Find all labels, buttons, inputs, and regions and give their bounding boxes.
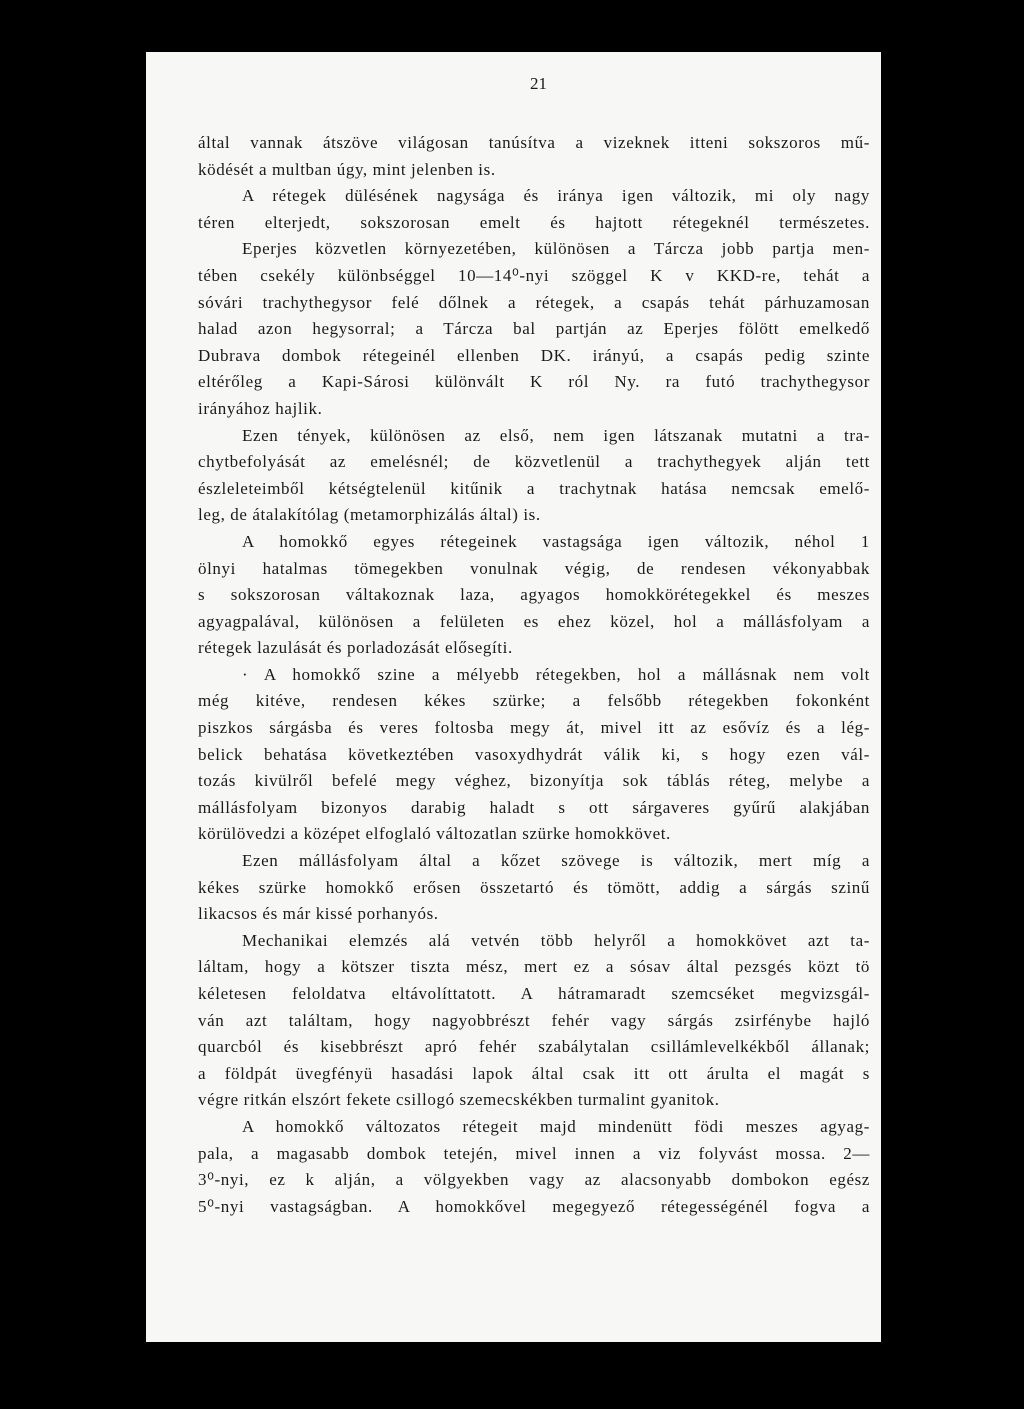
text-line: piszkos sárgásba és veres foltosba megy át, mivel itt az esővíz és a lég- [198,718,870,738]
text-line: agyagpalával, különösen a felületen es ehez közel, hol a mállásfolyam a [198,611,870,631]
text-line: chytbefolyását az emelésnél; de közvetlenül a trachythegyek alján tett [198,452,870,472]
text-line: körülövedzi a középet elfoglaló változatlan szürke homokkövet. [198,824,671,844]
text-line: Eperjes közvetlen környezetében, különösen a Tárcza jobb partja men- [242,239,870,259]
text-line: láltam, hogy a kötszer tiszta mész, mert ez a sósav által pezsgés közt tö [198,957,870,977]
body-text [198,130,870,1220]
text-line: észleleteimből kétségtelenül kitűnik a trachytnak hatása nemcsak emelő- [198,478,870,498]
text-line: Ezen tények, különösen az első, nem igen látszanak mutatni a tra- [242,425,870,445]
text-line: halad azon hegysorral; a Tárcza bal partján az Eperjes fölött emelkedő [198,319,870,339]
text-line: kéletesen feloldatva eltávolíttatott. A hátramaradt szemcséket megvizsgál- [198,984,870,1003]
text-line: A homokkő egyes rétegeinek vastagsága igen változik, néhol 1 [242,531,870,551]
text-line: ködését a multban úgy, mint jelenben is. [198,159,496,179]
text-line: belick behatása következtében vasoxydhydrát válik ki, s hogy ezen vál- [198,744,870,764]
text-line: kékes szürke homokkő erősen összetartó és tömött, addig a sárgás szinű [198,877,870,897]
text-line: által vannak átszöve világosan tanúsítva a vizeknek itteni sokszoros mű- [198,133,870,152]
text-line: 3⁰-nyi, ez k alján, a völgyekben vagy az alacsonyabb dombokon egész [198,1170,870,1190]
text-line: leg, de átalakítólag (metamorphizálás által) is. [198,505,541,525]
text-line: eltérőleg a Kapi-Sárosi különvált K ról Ny. ra futó trachythegysor [198,372,870,392]
text-line: likacsos és már kissé porhanyós. [198,904,439,924]
text-line: téren elterjedt, sokszorosan emelt és hajtott rétegeknél természetes. [198,212,870,232]
text-line: ölnyi hatalmas tömegekben vonulnak végig, de rendesen vékonyabbak [198,558,870,578]
text-line: tében csekély különbséggel 10—14⁰-nyi szöggel K v KKD-re, tehát a [198,265,870,285]
text-line: Ezen mállásfolyam által a kőzet szövege is változik, mert míg a [242,851,870,871]
text-line: tozás kivülről befelé megy véghez, bizonyítja sok táblás réteg, melybe a [198,771,870,791]
text-line: Dubrava dombok rétegeinél ellenben DK. irányú, a csapás pedig szinte [198,345,870,365]
text-line: Mechanikai elemzés alá vetvén több helyről a homokkövet azt ta- [242,930,870,950]
page-number: 21 [530,74,547,93]
text-line: mállásfolyam bizonyos darabig haladt s ott sárgaveres gyűrű alakjában [198,797,870,817]
text-line: s sokszorosan váltakoznak laza, agyagos homokkörétegekkel és meszes [198,585,870,605]
text-line: pala, a magasabb dombok tetején, mivel innen a viz folyvást mossa. 2— [198,1143,870,1163]
text-line: irányához hajlik. [198,398,323,418]
document-page [146,52,881,1342]
text-line: sóvári trachythegysor felé dőlnek a rétegek, a csapás tehát párhuzamosan [198,292,870,312]
text-line: A rétegek dülésének nagysága és iránya igen változik, mi oly nagy [242,186,870,206]
text-line: még kitéve, rendesen kékes szürke; a felsőbb rétegekben fokonként [198,691,870,711]
text-line: quarcból és kisebbrészt apró fehér szabálytalan csillámlevelkékből állanak; [198,1037,870,1057]
text-line: a földpát üvegfényü hasadási lapok által csak itt ott árulta el magát s [198,1063,870,1083]
text-line: rétegek lazulását és porladozását elősegíti. [198,638,513,658]
text-line: végre ritkán elszórt fekete csillogó szemecskékben turmalint gyanitok. [198,1090,720,1110]
text-line: ván azt találtam, hogy nagyobbrészt fehér vagy sárgás zsirfénybe hajló [198,1010,870,1030]
text-line: A homokkő változatos rétegeit majd mindenütt födi meszes agyag- [242,1116,870,1136]
text-line: · A homokkő szine a mélyebb rétegekben, hol a mállásnak nem volt [242,664,870,684]
text-line: 5⁰-nyi vastagságban. A homokkővel megegyező rétegességénél fogva a [198,1196,870,1216]
